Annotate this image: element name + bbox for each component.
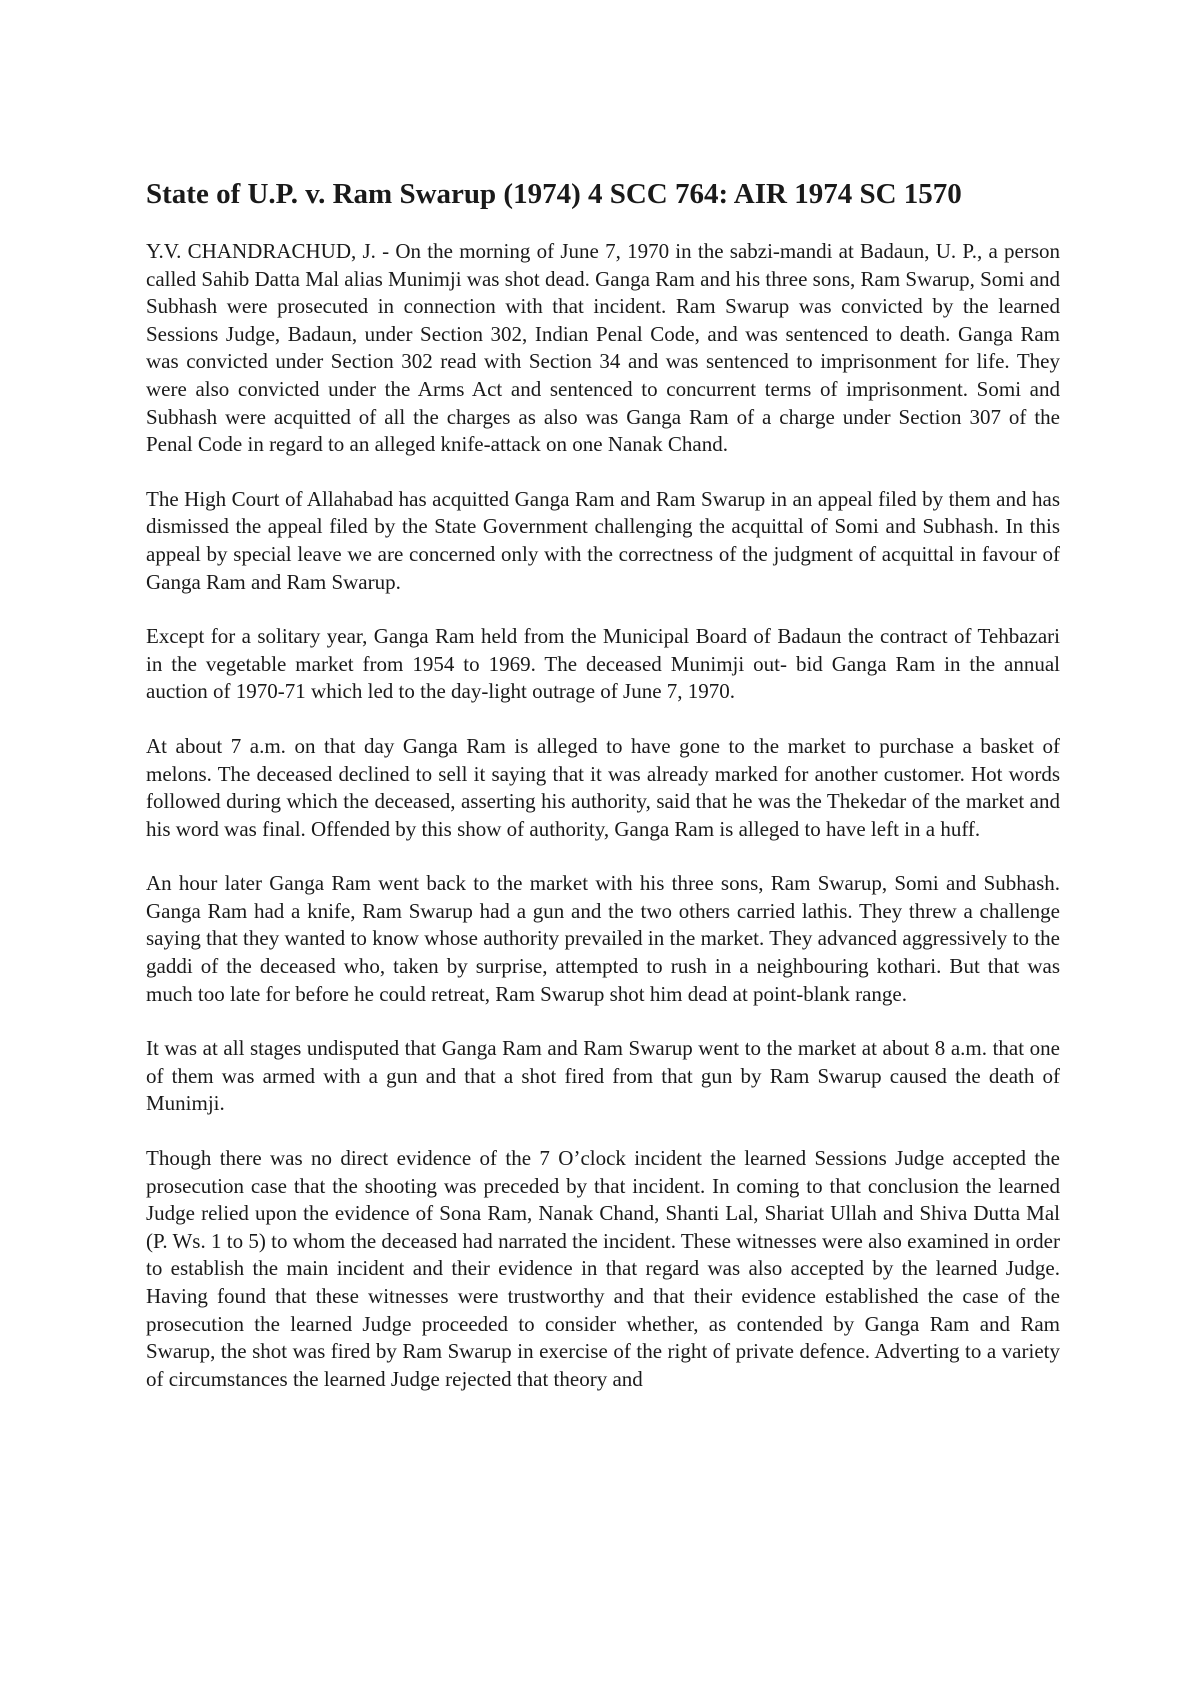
paragraph-1: Y.V. CHANDRACHUD, J. - On the morning of June 7, 1970 in the sabzi-mandi at Badaun, U. P., a person called Sahib Datta Mal alias Munimji was shot dead. Ganga Ram and his three sons, Ram Swarup, Somi and Subhash were prosecuted in connection with that incident. Ram Swarup was convicted by the learned Sessions Judge, Badaun, under Section 302, Indian Penal Code, and was sentenced to death. Ganga Ram was convicted under Section 302 read with Section 34 and was sentenced to imprisonment for life. They were also convicted under the Arms Act and sentenced to concurrent terms of imprisonment. Somi and Subhash were acquitted of all the charges as also was Ganga Ram of a charge under Section 307 of the Penal Code in regard to an alleged knife-attack on one Nanak Chand. [146,239,1060,457]
document-body [146,176,1060,1393]
paragraph-3: Except for a solitary year, Ganga Ram held from the Municipal Board of Badaun the contract of Tehbazari in the vegetable market from 1954 to 1969. The deceased Munimji out- bid Ganga Ram in the annual auction of 1970-71 which led to the day-light outrage of June 7, 1970. [146,624,1060,704]
paragraph-7: Though there was no direct evidence of the 7 O’clock incident the learned Sessions Judge accepted the prosecution case that the shooting was preceded by that incident. In coming to that conclusion the learned Judge relied upon the evidence of Sona Ram, Nanak Chand, Shanti Lal, Shariat Ullah and Shiva Dutta Mal (P. Ws. 1 to 5) to whom the deceased had narrated the incident. These witnesses were also examined in order to establish the main incident and their evidence in that regard was also accepted by the learned Judge. Having found that these witnesses were trustworthy and that their evidence established the case of the prosecution the learned Judge proceeded to consider whether, as contended by Ganga Ram and Ram Swarup, the shot was fired by Ram Swarup in exercise of the right of private defence. Adverting to a variety of circumstances the learned Judge rejected that theory and [146,1146,1060,1391]
paragraph-6: It was at all stages undisputed that Ganga Ram and Ram Swarup went to the market at about 8 a.m. that one of them was armed with a gun and that a shot fired from that gun by Ram Swarup caused the death of Munimji. [146,1036,1060,1116]
paragraph-4: At about 7 a.m. on that day Ganga Ram is alleged to have gone to the market to purchase a basket of melons. The deceased declined to sell it saying that it was already marked for another customer. Hot words followed during which the deceased, asserting his authority, said that he was the Thekedar of the market and his word was final. Offended by this show of authority, Ganga Ram is alleged to have left in a huff. [146,733,1060,841]
paragraph-2: The High Court of Allahabad has acquitted Ganga Ram and Ram Swarup in an appeal filed by them and has dismissed the appeal filed by the State Government challenging the acquittal of Somi and Subhash. In this appeal by special leave we are concerned only with the correctness of the judgment of acquittal in favour of Ganga Ram and Ram Swarup. [146,486,1060,594]
paragraph-5: An hour later Ganga Ram went back to the market with his three sons, Ram Swarup, Somi and Subhash. Ganga Ram had a knife, Ram Swarup had a gun and the two others carried lathis. They threw a challenge saying that they wanted to know whose authority prevailed in the market. They advanced aggressively to the gaddi of the deceased who, taken by surprise, attempted to rush in a neighbouring kothari. But that was much too late for before he could retreat, Ram Swarup shot him dead at point-blank range. [146,871,1060,1006]
page-title: State of U.P. v. Ram Swarup (1974) 4 SCC 764: AIR 1974 SC 1570 [146,178,962,210]
